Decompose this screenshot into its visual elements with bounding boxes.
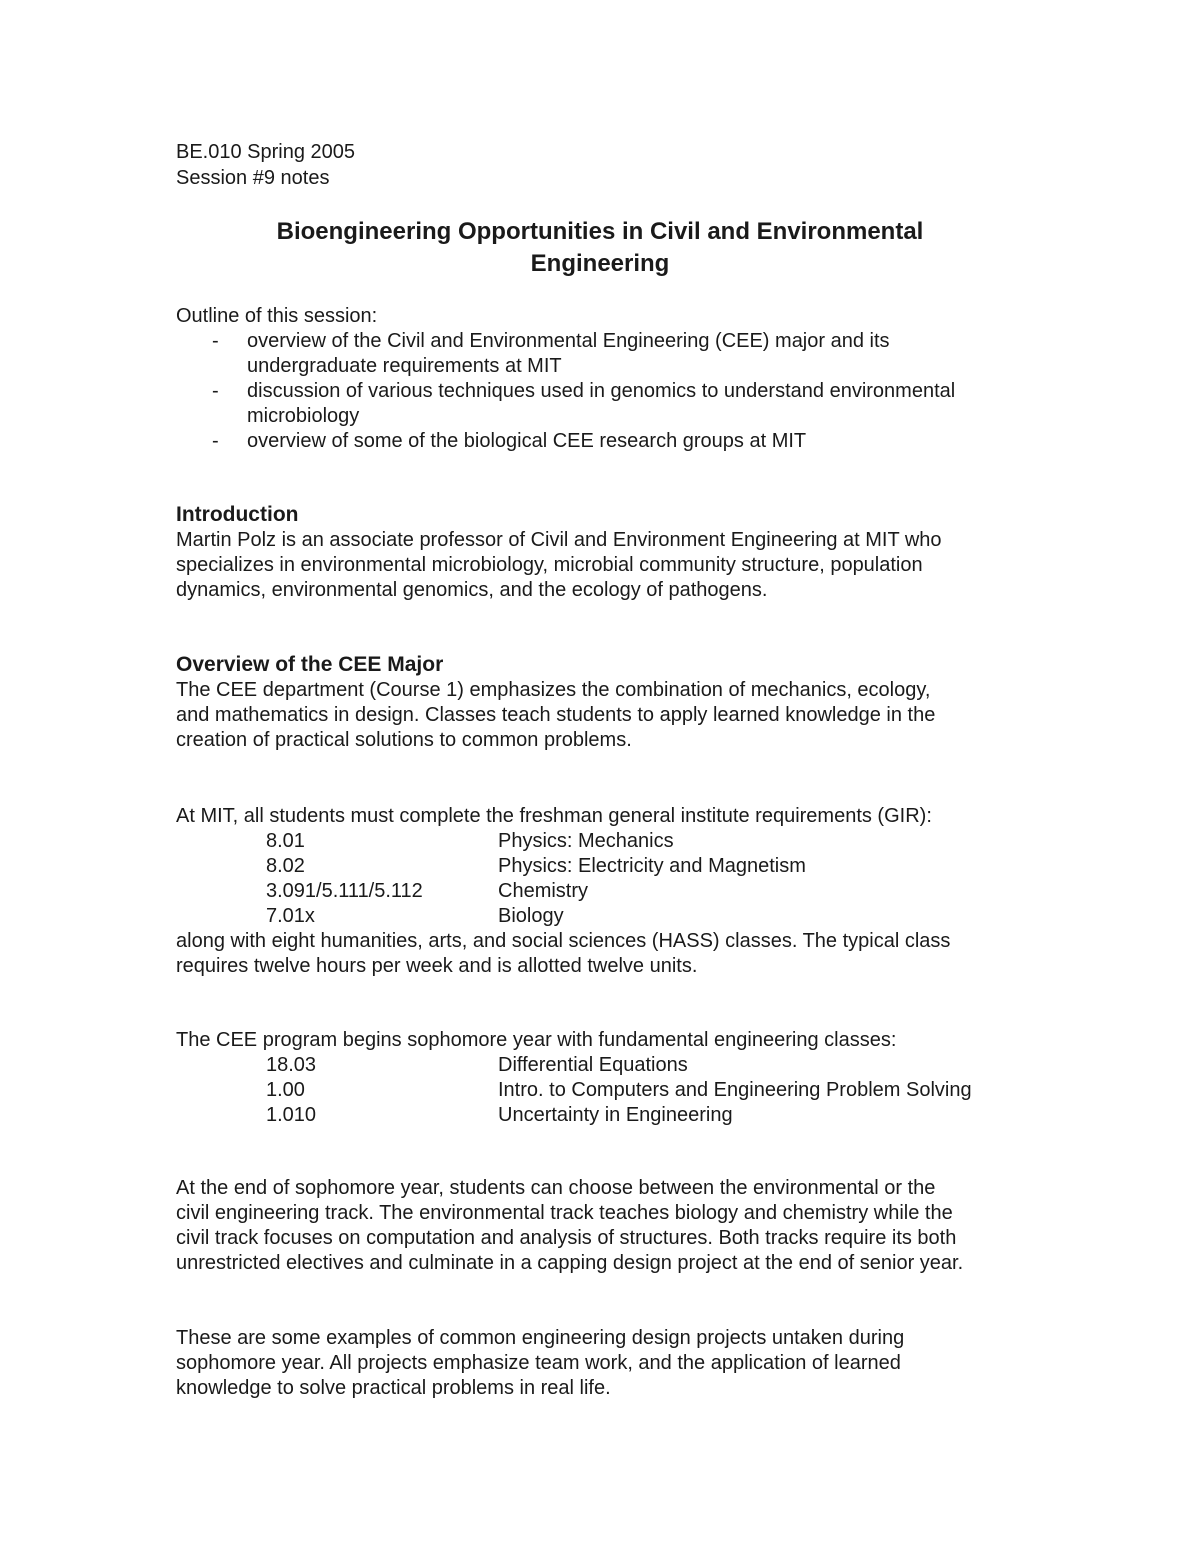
overview-section bbox=[176, 652, 1056, 753]
introduction-paragraph bbox=[176, 528, 1056, 603]
session-line: Session #9 notes bbox=[176, 167, 330, 189]
paragraph-line: and mathematics in design. Classes teach students to apply learned knowledge in the bbox=[176, 704, 936, 726]
page-title bbox=[176, 216, 1024, 280]
paragraph-line: These are some examples of common engineering design projects untaken during bbox=[176, 1327, 905, 1349]
course-code: 7.01x bbox=[266, 905, 315, 927]
overview-paragraph bbox=[176, 678, 1056, 753]
projects-section bbox=[176, 1326, 1056, 1401]
cee-program-intro: The CEE program begins sophomore year with fundamental engineering classes: bbox=[176, 1029, 897, 1051]
paragraph-line: specializes in environmental microbiology, microbial community structure, population bbox=[176, 554, 923, 576]
paragraph-line: requires twelve hours per week and is allotted twelve units. bbox=[176, 955, 698, 977]
list-item bbox=[176, 329, 1056, 379]
paragraph-line: knowledge to solve practical problems in real life. bbox=[176, 1377, 611, 1399]
projects-paragraph bbox=[176, 1326, 1056, 1401]
table-row bbox=[176, 1078, 972, 1103]
list-item bbox=[176, 429, 1056, 454]
cee-course-table bbox=[176, 1053, 972, 1128]
list-item-text: overview of the Civil and Environmental Engineering (CEE) major and its bbox=[247, 330, 890, 352]
overview-heading: Overview of the CEE Major bbox=[176, 653, 444, 676]
course-code: 8.02 bbox=[266, 855, 305, 877]
course-code: 8.01 bbox=[266, 830, 305, 852]
list-item-text: overview of some of the biological CEE research groups at MIT bbox=[247, 430, 807, 452]
paragraph-line: civil track focuses on computation and analysis of structures. Both tracks require its both bbox=[176, 1227, 957, 1249]
title-line-1: Bioengineering Opportunities in Civil and Environmental bbox=[276, 218, 924, 245]
course-name: Differential Equations bbox=[498, 1054, 688, 1076]
list-item-text: microbiology bbox=[247, 405, 360, 427]
gir-followup-paragraph bbox=[176, 929, 1056, 979]
paragraph-line: At the end of sophomore year, students can choose between the environmental or the bbox=[176, 1177, 936, 1199]
course-name: Physics: Electricity and Magnetism bbox=[498, 855, 806, 877]
table-row bbox=[176, 879, 806, 904]
course-code: 18.03 bbox=[266, 1054, 317, 1076]
outline-intro: Outline of this session: bbox=[176, 305, 378, 327]
outline-list bbox=[176, 329, 1056, 454]
table-row bbox=[176, 904, 806, 929]
tracks-paragraph bbox=[176, 1176, 1056, 1276]
table-row bbox=[176, 854, 806, 879]
paragraph-line: Martin Polz is an associate professor of Civil and Environment Engineering at MIT who bbox=[176, 529, 942, 551]
cee-program-section bbox=[176, 1028, 1056, 1128]
introduction-heading: Introduction bbox=[176, 503, 299, 526]
course-code: 3.091/5.111/5.112 bbox=[266, 880, 423, 902]
course-name: Chemistry bbox=[498, 880, 589, 902]
gir-section bbox=[176, 804, 1056, 979]
course-name: Biology bbox=[498, 905, 564, 927]
list-item bbox=[176, 379, 1056, 429]
paragraph-line: unrestricted electives and culminate in a capping design project at the end of senior year. bbox=[176, 1252, 964, 1274]
gir-course-table bbox=[176, 829, 806, 929]
paragraph-line: along with eight humanities, arts, and social sciences (HASS) classes. The typical class bbox=[176, 930, 951, 952]
list-item-text: undergraduate requirements at MIT bbox=[247, 355, 562, 377]
course-name: Uncertainty in Engineering bbox=[498, 1104, 733, 1126]
bullet-dash: - bbox=[212, 330, 219, 352]
paragraph-line: civil engineering track. The environmental track teaches biology and chemistry while the bbox=[176, 1202, 953, 1224]
table-row bbox=[176, 1053, 972, 1078]
table-row bbox=[176, 1103, 972, 1128]
paragraph-line: creation of practical solutions to common problems. bbox=[176, 729, 632, 751]
paragraph-line: sophomore year. All projects emphasize team work, and the application of learned bbox=[176, 1352, 901, 1374]
paragraph-line: The CEE department (Course 1) emphasizes the combination of mechanics, ecology, bbox=[176, 679, 931, 701]
course-code: 1.00 bbox=[266, 1079, 305, 1101]
course-name: Physics: Mechanics bbox=[498, 830, 674, 852]
list-item-text: discussion of various techniques used in genomics to understand environmental bbox=[247, 380, 956, 402]
tracks-section bbox=[176, 1176, 1056, 1276]
table-row bbox=[176, 829, 806, 854]
title-line-2: Engineering bbox=[530, 250, 670, 277]
gir-intro: At MIT, all students must complete the freshman general institute requirements (GIR): bbox=[176, 805, 932, 827]
introduction-section bbox=[176, 502, 1056, 603]
course-code: 1.010 bbox=[266, 1104, 317, 1126]
course-name: Intro. to Computers and Engineering Problem Solving bbox=[498, 1079, 972, 1101]
bullet-dash: - bbox=[212, 380, 219, 402]
course-line: BE.010 Spring 2005 bbox=[176, 141, 356, 163]
paragraph-line: dynamics, environmental genomics, and the ecology of pathogens. bbox=[176, 579, 768, 601]
outline-section bbox=[176, 304, 1056, 454]
bullet-dash: - bbox=[212, 430, 219, 452]
